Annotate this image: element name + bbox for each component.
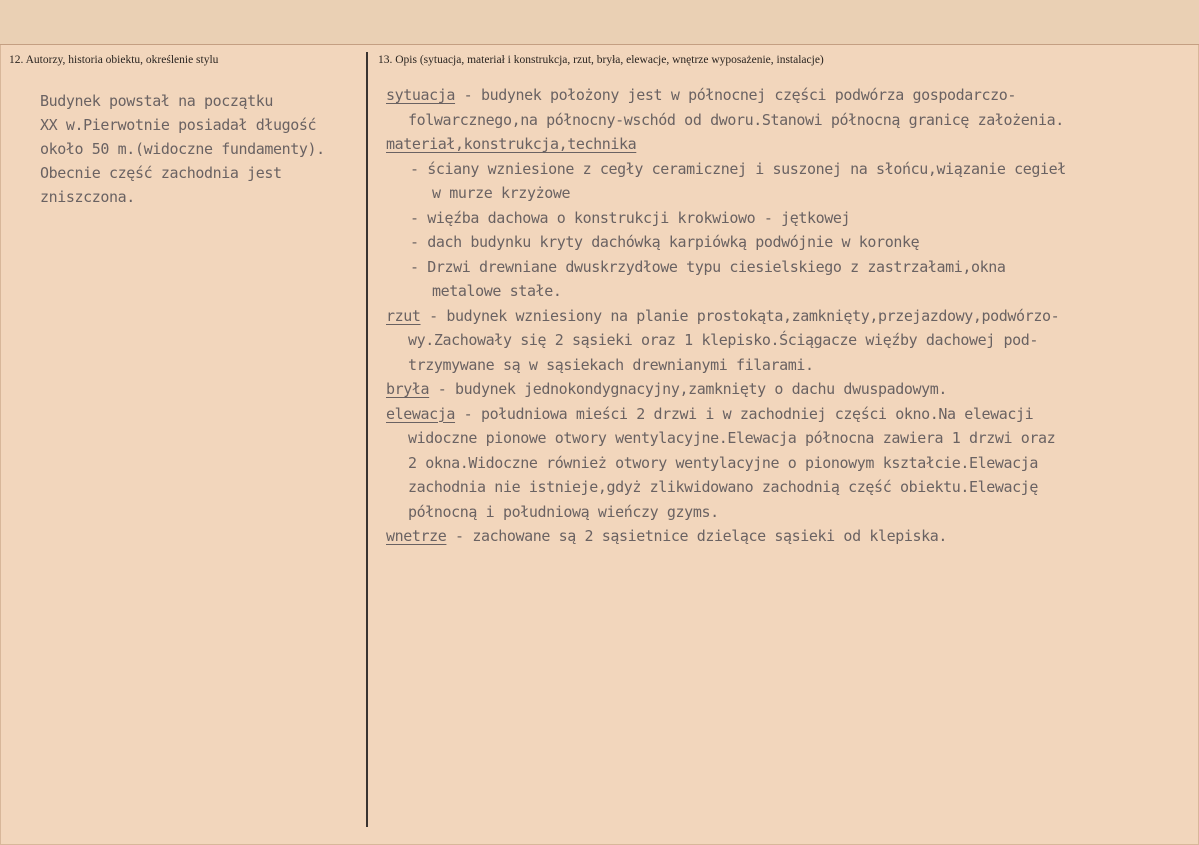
rzut-cont: trzymywane są w sąsiekach drewnianymi filarami.: [408, 355, 814, 374]
elewacja-cont: 2 okna.Widoczne również otwory wentylacyjne o pionowym kształcie.Elewacja: [408, 453, 1039, 472]
elewacja-line: [386, 402, 1186, 427]
elewacja-term: elewacja: [386, 404, 456, 423]
history-line: zniszczona.: [40, 188, 135, 206]
history-line: XX w.Pierwotnie posiadał długość: [40, 116, 317, 134]
material-term: materiał,konstrukcja,technika: [386, 135, 637, 153]
rzut-cont: wy.Zachowały się 2 sąsieki oraz 1 klepisko.Ściągacze więźby dachowej pod-: [408, 331, 1039, 349]
wnetrze-text: - zachowane są 2 sąsietnice dzielące sąsieki od klepiska.: [446, 527, 948, 545]
sytuacja-cont: folwarcznego,na północny-wschód od dworu.Stanowi północną granicę założenia.: [408, 110, 1064, 129]
rzut-term: rzut: [386, 306, 421, 325]
elewacja-cont: zachodnia nie istnieje,gdyż zlikwidowano zachodnią część obiektu.Elewację: [408, 478, 1039, 496]
material-bullet: - Drzwi drewniane dwuskrzydłowe typu ciesielskiego z zastrzałami,okna: [410, 257, 1006, 276]
history-line: Obecnie część zachodnia jest: [40, 164, 282, 182]
material-bullet-cont: metalowe stałe.: [432, 282, 562, 300]
sytuacja-term: sytuacja: [386, 86, 456, 104]
column-divider: [366, 52, 368, 827]
elewacja-cont: północną i południową wieńczy gzyms.: [408, 502, 719, 521]
bryla-term: bryła: [386, 380, 430, 398]
history-line: Budynek powstał na początku: [40, 92, 274, 110]
sytuacja-line: [386, 83, 1186, 108]
material-bullet-cont: w murze krzyżowe: [432, 184, 571, 202]
rzut-line: [386, 304, 1186, 329]
material-bullet: - dach budynku kryty dachówką karpiówką podwójnie w koronkę: [410, 233, 920, 251]
sytuacja-text: - budynek położony jest w północnej części podwórza gospodarczo-: [455, 86, 1017, 104]
wnetrze-term: wnetrze: [386, 527, 447, 545]
elewacja-text: - południowa mieści 2 drzwi i w zachodniej części okno.Na elewacji: [455, 404, 1034, 423]
material-bullet: - ściany wzniesione z cegły ceramicznej i suszonej na słońcu,wiązanie cegieł: [410, 159, 1066, 178]
history-line: około 50 m.(widoczne fundamenty).: [40, 140, 325, 158]
history-text: [40, 89, 360, 209]
elewacja-cont: widoczne pionowe otwory wentylacyjne.Elewacja północna zawiera 1 drzwi oraz: [408, 429, 1056, 447]
section-12-header: 12. Autorzy, historia obiektu, określenie stylu: [9, 54, 219, 66]
wnetrze-line: [386, 524, 1186, 549]
description-text: [386, 83, 1186, 549]
material-line: [386, 132, 1186, 157]
top-rule: [0, 44, 1199, 45]
section-13-header: 13. Opis (sytuacja, materiał i konstrukcja, rzut, bryła, elewacje, wnętrze wyposażenie, instalacje): [378, 54, 824, 66]
bryla-text: - budynek jednokondygnacyjny,zamknięty o dachu dwuspadowym.: [429, 380, 948, 398]
material-bullet: - więźba dachowa o konstrukcji krokwiowo - jętkowej: [410, 208, 851, 227]
bryla-line: [386, 377, 1186, 402]
rzut-text: - budynek wzniesiony na planie prostokąta,zamknięty,przejazdowy,podwórzo-: [420, 306, 1060, 325]
